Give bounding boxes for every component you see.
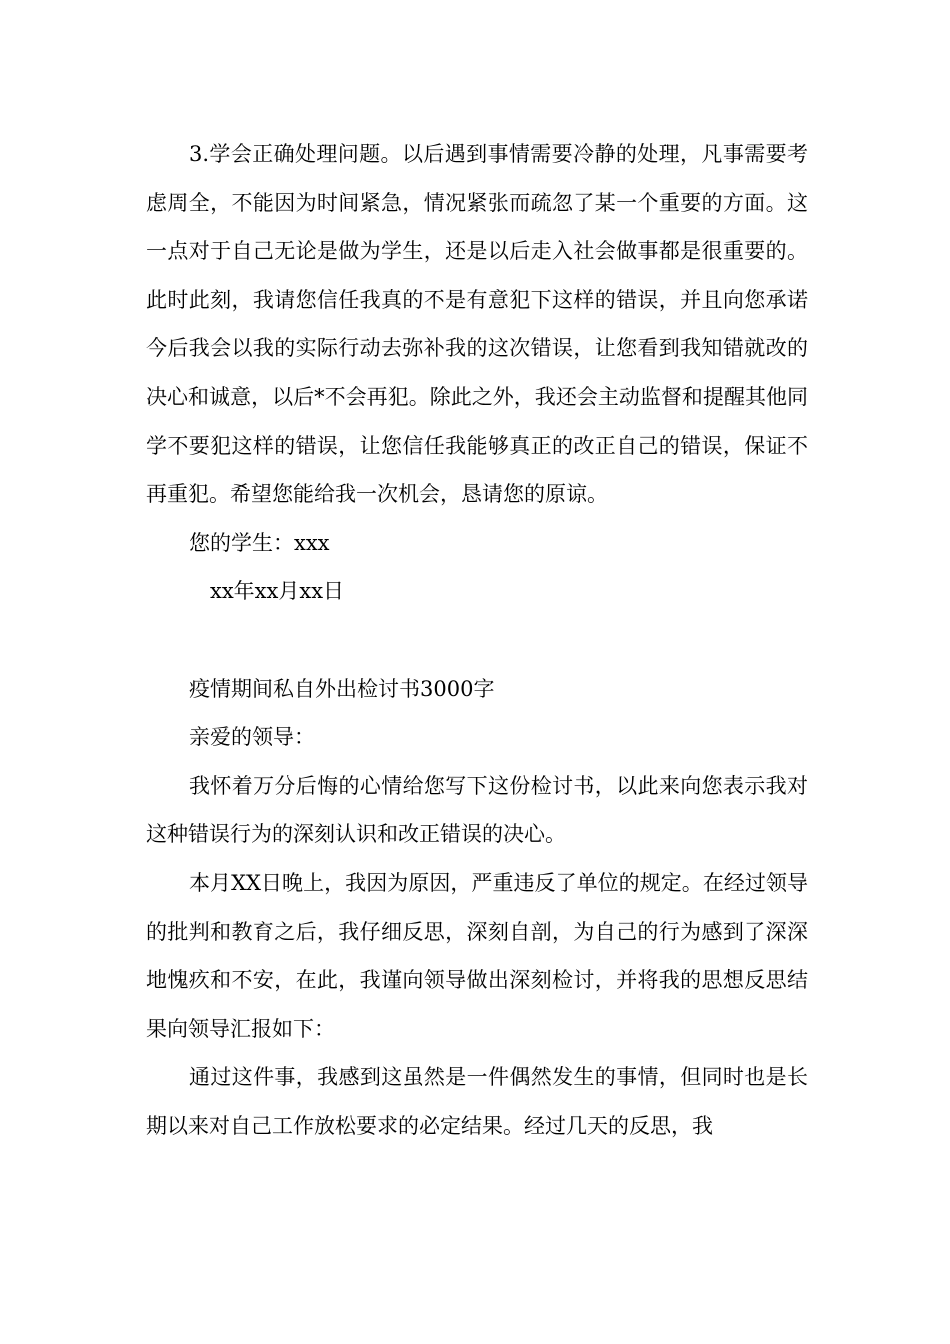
paragraph-learn-handle-problems: 3.学会正确处理问题。以后遇到事情需要冷静的处理，凡事需要考虑周全，不能因为时间紧急，情况紧张而疏忽了某一个重要的方面。这一点对于自己无论是做为学生，还是以后走入社会做事都是很重要的。此时此刻，我请您信任我真的不是有意犯下这样的错误，并且向您承诺今后我会以我的实际行动去弥补我的这次错误，让您看到我知错就改的决心和诚意，以后*不会再犯。除此之外，我还会主动监督和提醒其他同学不要犯这样的错误，让您信任我能够真正的改正自己的错误，保证不再重犯。希望您能给我一次机会，恳请您的原谅。 bbox=[146, 142, 808, 507]
document-body bbox=[146, 130, 808, 1150]
paragraph-opening: 我怀着万分后悔的心情给您写下这份检讨书，以此来向您表示我对这种错误行为的深刻认识和改正错误的决心。 bbox=[146, 773, 808, 847]
paragraph-incident: 本月XX日晚上，我因为原因，严重违反了单位的规定。在经过领导的批判和教育之后，我仔细反思，深刻自剖，为自己的行为感到了深深地愧疚和不安，在此，我谨向领导做出深刻检讨，并将我的思想反思结果向领导汇报如下： bbox=[146, 870, 808, 1041]
document-title: 疫情期间私自外出检讨书3000字 bbox=[189, 676, 495, 701]
date-line: xx年xx月xx日 bbox=[210, 579, 345, 604]
salutation: 亲爱的领导： bbox=[189, 725, 315, 750]
paragraph-reflection: 通过这件事，我感到这虽然是一件偶然发生的事情，但同时也是长期以来对自己工作放松要求的必定结果。经过几天的反思，我 bbox=[146, 1065, 808, 1138]
signature-line: 您的学生：xxx bbox=[189, 530, 330, 555]
blank-line bbox=[146, 616, 808, 665]
